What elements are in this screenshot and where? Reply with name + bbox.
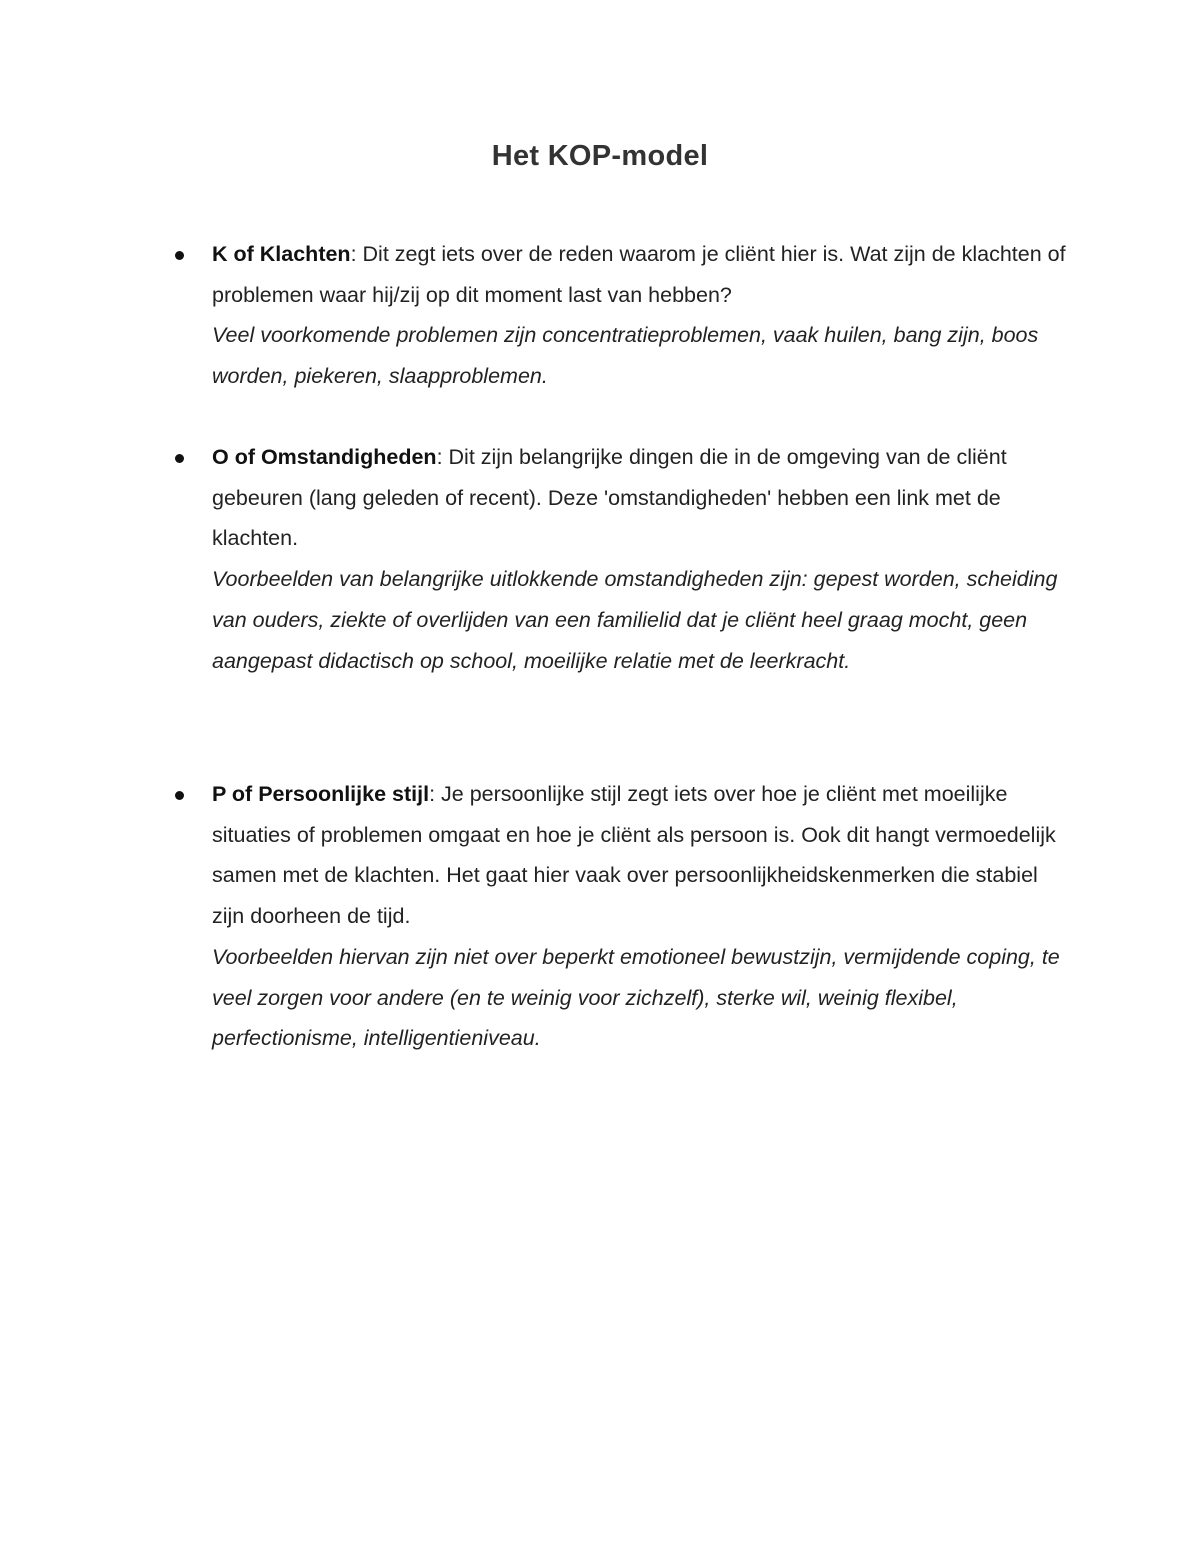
examples-omstandigheden: Voorbeelden van belangrijke uitlokkende omstandigheden zijn: gepest worden, scheiding van ouders, ziekte of overlijden van een familielid dat je cliënt heel graag mocht, geen aangepast didactisch op school, moeilijke relatie met de leerkracht.	[212, 567, 1058, 673]
term-persoonlijke-stijl: P of Persoonlijke stijl	[212, 782, 430, 806]
term-separator: :	[436, 445, 449, 469]
list-item-persoonlijke-stijl	[212, 774, 1072, 1059]
list-item-klachten	[212, 234, 1072, 397]
examples-persoonlijke-stijl: Voorbeelden hiervan zijn niet over beperkt emotioneel bewustzijn, vermijdende coping, te veel zorgen voor andere (en te weinig voor zichzelf), sterke wil, weinig flexibel, perfectionisme, intelligentieniveau.	[212, 944, 1060, 1051]
description-persoonlijke-stijl: Je persoonlijke stijl zegt iets over hoe je cliënt met moeilijke situaties of problemen omgaat en hoe je cliënt als persoon is. Ook dit hangt vermoedelijk samen met de klachten. Het gaat hier vaak over persoonlijkheidskenmerken die stabiel zijn doorheen de tijd.	[212, 782, 1056, 929]
list-item-omstandigheden	[212, 437, 1072, 681]
document-title: Het KOP-model	[491, 140, 709, 172]
term-klachten: K of Klachten	[212, 242, 351, 266]
term-separator: :	[350, 242, 363, 266]
bullet-icon	[175, 251, 184, 260]
term-separator: :	[429, 782, 442, 806]
description-klachten: Dit zegt iets over de reden waarom je cliënt hier is. Wat zijn de klachten of problemen waar hij/zij op dit moment last van hebben?	[212, 242, 1066, 307]
bullet-icon	[175, 791, 184, 800]
description-omstandigheden: Dit zijn belangrijke dingen die in de omgeving van de cliënt gebeuren (lang geleden of recent). Deze 'omstandigheden' hebben een link met de klachten.	[212, 445, 1007, 551]
term-omstandigheden: O of Omstandigheden	[212, 445, 437, 469]
examples-klachten: Veel voorkomende problemen zijn concentratieproblemen, vaak huilen, bang zijn, boos worden, piekeren, slaapproblemen.	[212, 323, 1039, 389]
bullet-icon	[175, 454, 184, 463]
